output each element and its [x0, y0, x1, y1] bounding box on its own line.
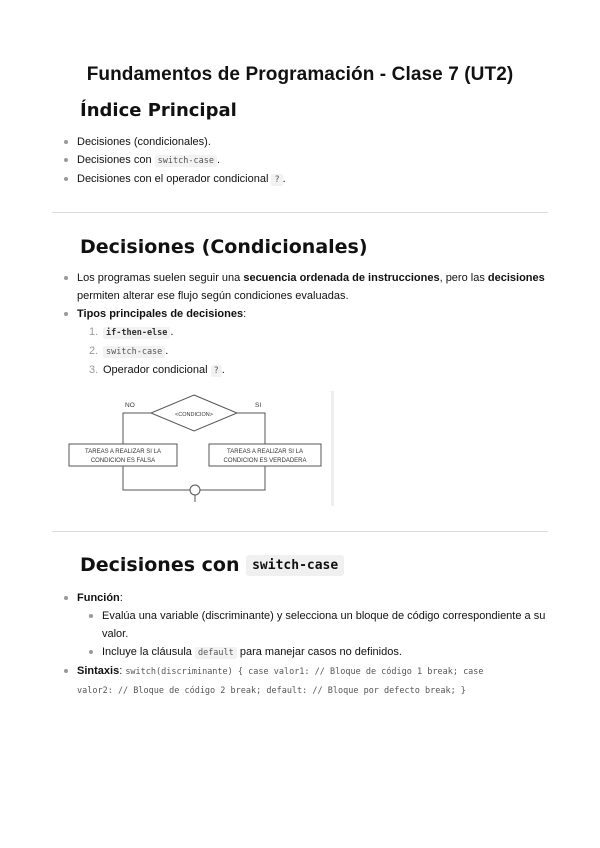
index-heading: Índice Principal — [80, 100, 237, 121]
svg-text:TAREAS A REALIZAR SI LA: TAREAS A REALIZAR SI LA — [227, 449, 303, 455]
inline-code: ? — [211, 365, 222, 377]
inline-code: default — [195, 647, 237, 659]
index-item: Decisiones con el operador condicional ? . — [62, 170, 552, 189]
no-label: NO — [125, 402, 135, 409]
inline-code: if-then-else — [103, 327, 170, 339]
page-title: Fundamentos de Programación - Clase 7 (UT2) — [86, 64, 514, 85]
svg-text:TAREAS A REALIZAR SI LA: TAREAS A REALIZAR SI LA — [85, 449, 161, 455]
svg-text:CONDICION ES VERDADERA: CONDICION ES VERDADERA — [223, 458, 307, 464]
switch-heading: Decisiones con switch-case — [80, 554, 344, 576]
types-list — [77, 323, 552, 380]
flowchart-diagram — [62, 391, 334, 506]
list-item: Los programas suelen seguir una secuencia ordenada de instrucciones, pero las decisiones permiten alterar ese flujo según condiciones evaluadas. — [62, 269, 552, 305]
inline-code: switch-case — [103, 346, 165, 358]
syntax-code: switch(discriminante) { case valor1: // Bloque de código 1 break; case — [125, 667, 484, 677]
conditionals-heading: Decisiones (Condicionales) — [80, 236, 368, 258]
svg-text:CONDICION ES FALSA: CONDICION ES FALSA — [90, 458, 156, 464]
merge-node — [190, 485, 200, 495]
function-sublist — [77, 607, 552, 662]
sub-item: Incluye la cláusula default para manejar casos no definidos. — [77, 643, 552, 662]
list-item: Sintaxis: switch(discriminante) { case valor1: // Bloque de código 1 break; case valor2: // Bloque de código 2 break; default: // Bloque por defecto break; } — [62, 662, 552, 700]
sub-item: Evalúa una variable (discriminante) y selecciona un bloque de código correspondiente a su valor. — [77, 607, 552, 643]
inline-code: ? — [271, 174, 282, 186]
section-divider — [52, 531, 548, 532]
switch-list — [62, 589, 552, 700]
syntax-label: Sintaxis — [77, 665, 120, 677]
inline-code: switch-case — [155, 155, 217, 167]
types-label: Tipos principales de decisiones — [77, 308, 244, 320]
function-label: Función — [77, 592, 120, 604]
type-item: 2. switch-case . — [89, 345, 169, 357]
si-label: SI — [255, 402, 262, 409]
list-item: Tipos principales de decisiones: 1. if-then-else . 2. switch-case . 3. Operador condicional ? . — [62, 305, 552, 380]
section-divider — [52, 212, 548, 213]
condition-label: <CONDICION> — [175, 412, 213, 418]
type-item: 3. Operador condicional ? . — [89, 364, 225, 376]
index-item: Decisiones con switch-case . — [62, 151, 552, 170]
heading-code: switch-case — [246, 555, 344, 576]
conditionals-list — [62, 269, 552, 380]
index-item: Decisiones (condicionales). — [62, 133, 552, 151]
type-item: 1. if-then-else . — [89, 326, 174, 338]
syntax-code: valor2: // Bloque de código 2 break; default: // Bloque por defecto break; } — [77, 686, 466, 696]
flowchart-svg — [62, 391, 334, 506]
index-list — [62, 133, 552, 189]
list-item: Función: Evalúa una variable (discriminante) y selecciona un bloque de código correspondiente a su valor. Incluye la cláusula default para manejar casos no definidos. — [62, 589, 552, 662]
